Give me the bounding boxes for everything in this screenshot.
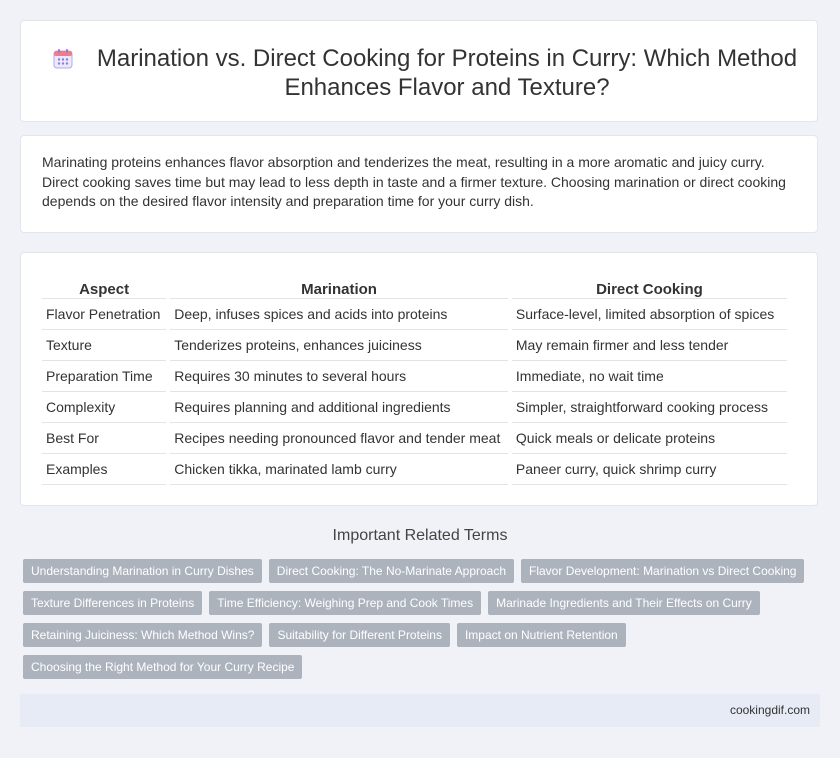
table-cell: Deep, infuses spices and acids into proteins	[170, 299, 508, 330]
table-row	[42, 330, 787, 361]
table-cell: Recipes needing pronounced flavor and tender meat	[170, 423, 508, 454]
related-term-tag[interactable]: Impact on Nutrient Retention	[457, 623, 626, 647]
table-row	[42, 299, 787, 330]
related-term-tag[interactable]: Marinade Ingredients and Their Effects on Curry	[488, 591, 760, 615]
header-marination: Marination	[170, 275, 508, 299]
table-cell: Immediate, no wait time	[512, 361, 787, 392]
comparison-table	[38, 275, 791, 485]
calendar-icon	[52, 48, 74, 70]
footer-site-link[interactable]: cookingdif.com	[729, 703, 810, 717]
table-row	[42, 361, 787, 392]
page-title: Marination vs. Direct Cooking for Proteins in Curry: Which Method Enhances Flavor and Texture?	[96, 45, 798, 101]
table-cell: Requires planning and additional ingredients	[170, 392, 508, 423]
table-cell: Best For	[42, 423, 166, 454]
table-cell: Requires 30 minutes to several hours	[170, 361, 508, 392]
related-term-tag[interactable]: Direct Cooking: The No-Marinate Approach	[269, 559, 514, 583]
header-aspect: Aspect	[42, 275, 166, 299]
table-row	[42, 392, 787, 423]
table-row	[42, 454, 787, 485]
table-cell: Surface-level, limited absorption of spices	[512, 299, 787, 330]
comparison-table-card	[20, 252, 818, 506]
table-cell: Paneer curry, quick shrimp curry	[512, 454, 787, 485]
table-cell: Complexity	[42, 392, 166, 423]
table-cell: Tenderizes proteins, enhances juiciness	[170, 330, 508, 361]
related-terms-list	[23, 559, 813, 679]
table-cell: Texture	[42, 330, 166, 361]
related-term-tag[interactable]: Flavor Development: Marination vs Direct Cooking	[521, 559, 804, 583]
related-term-tag[interactable]: Choosing the Right Method for Your Curry Recipe	[23, 655, 302, 679]
intro-card	[20, 135, 818, 233]
table-cell: Preparation Time	[42, 361, 166, 392]
table-cell: Chicken tikka, marinated lamb curry	[170, 454, 508, 485]
table-row	[42, 423, 787, 454]
related-term-tag[interactable]: Understanding Marination in Curry Dishes	[23, 559, 262, 583]
related-terms-heading: Important Related Terms	[332, 527, 508, 544]
related-term-tag[interactable]: Suitability for Different Proteins	[269, 623, 450, 647]
table-cell: May remain firmer and less tender	[512, 330, 787, 361]
table-cell: Examples	[42, 454, 166, 485]
footer	[20, 694, 820, 727]
title-card	[20, 20, 818, 122]
header-direct-cooking: Direct Cooking	[512, 275, 787, 299]
table-cell: Simpler, straightforward cooking process	[512, 392, 787, 423]
table-cell: Quick meals or delicate proteins	[512, 423, 787, 454]
related-term-tag[interactable]: Time Efficiency: Weighing Prep and Cook Times	[209, 591, 481, 615]
table-cell: Flavor Penetration	[42, 299, 166, 330]
related-term-tag[interactable]: Texture Differences in Proteins	[23, 591, 202, 615]
table-header-row	[42, 275, 787, 299]
intro-paragraph: Marinating proteins enhances flavor absorption and tenderizes the meat, resulting in a more aromatic and juicy curry. Direct cooking saves time but may lead to less depth in taste and a firmer texture. Choosing marination or direct cooking depends on the desired flavor intensity and preparation time for your curry dish.	[42, 154, 786, 209]
related-term-tag[interactable]: Retaining Juiciness: Which Method Wins?	[23, 623, 262, 647]
